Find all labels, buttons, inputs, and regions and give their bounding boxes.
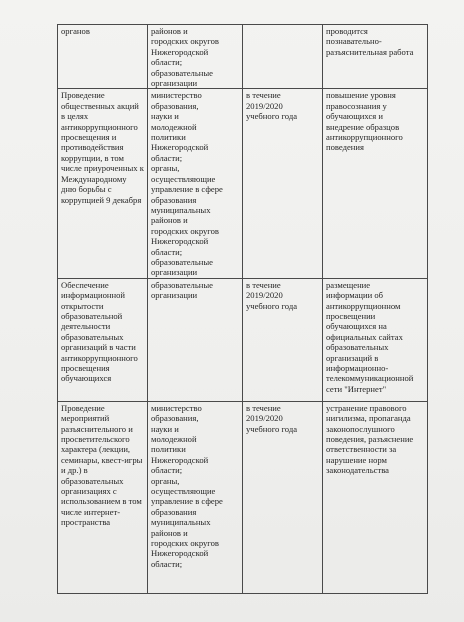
activity-cell: Обеспечение информационной открытости образовательной деятельности образовательных организаций в части антикоррупционного просвещения обучающихся [58,278,148,401]
table-row [58,25,428,89]
activity-cell: Проведение мероприятий разъяснительного и просветительского характера (лекции, семинары, квест-игры и др.) в образовательных организациях с использованием в том числе интернет- пространства [58,401,148,593]
activity-cell: Проведение общественных акций в целях антикоррупционного просвещения и противодействия коррупции, в том числе приуроченных к Международному дню борьбы с коррупцией 9 декабря [58,89,148,278]
term-cell: в течение 2019/2020 учебного года [243,89,323,278]
result-cell: повышение уровня правосознания у обучающихся и внедрение образцов антикоррупционного поведения [323,89,428,278]
result-cell: устранение правового нигилизма, пропаганда законопослушного поведения, разъяснение ответственности за нарушение норм законодательства [323,401,428,593]
table-row [58,401,428,593]
term-cell [243,25,323,89]
activity-cell: органов [58,25,148,89]
table-row [58,278,428,401]
measures-table [57,24,428,594]
result-cell: проводится познавательно- разъяснительная работа [323,25,428,89]
table-row [58,89,428,278]
responsible-cell: образовательные организации [148,278,243,401]
term-cell: в течение 2019/2020 учебного года [243,278,323,401]
responsible-cell: министерство образования, науки и молодежной политики Нижегородской области; органы, осуществляющие управление в сфере образования муниципальных районов и городских округов Нижегородской области; образовательные организации [148,89,243,278]
term-cell: в течение 2019/2020 учебного года [243,401,323,593]
responsible-cell: районов и городских округов Нижегородской области; образовательные организации [148,25,243,89]
result-cell: размещение информации об антикоррупционном просвещении обучающихся на официальных сайтах образовательных организаций в информационно- телекоммуникационной сети "Интернет" [323,278,428,401]
responsible-cell: министерство образования, науки и молодежной политики Нижегородской области; органы, осуществляющие управление в сфере образования муниципальных районов и городских округов Нижегородской области; [148,401,243,593]
